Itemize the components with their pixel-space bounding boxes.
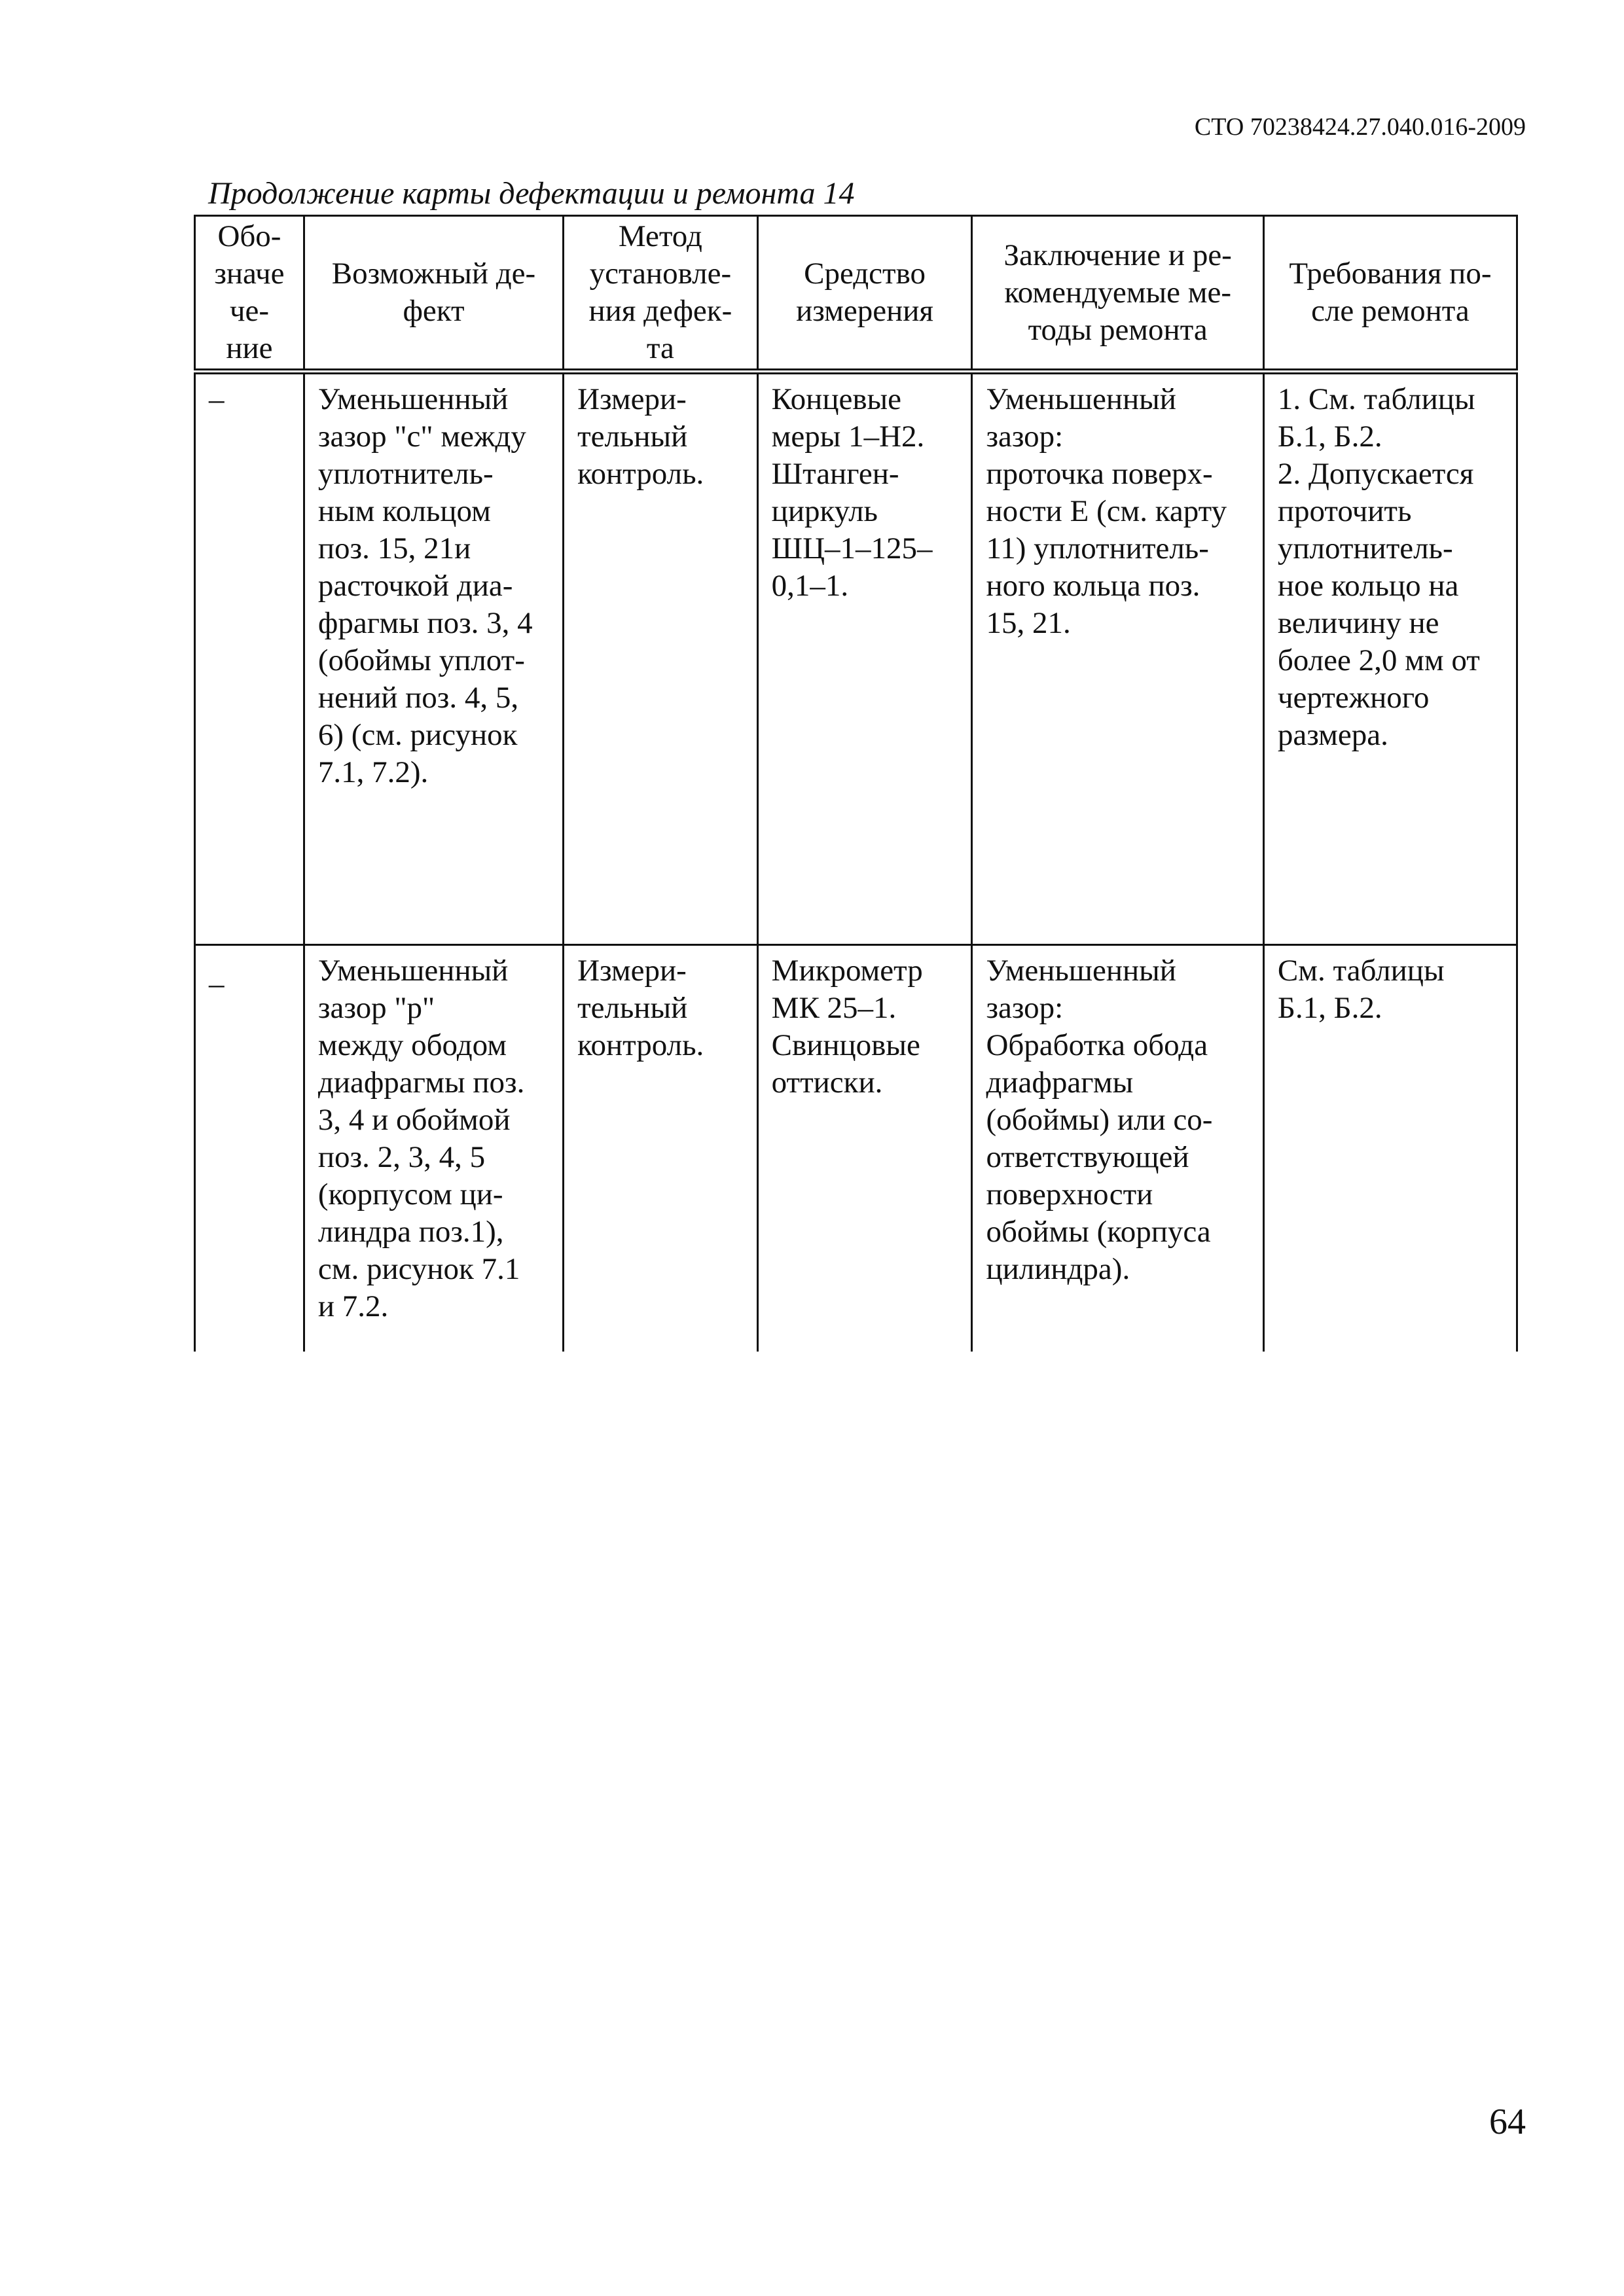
cell-defect: Уменьшенный зазор "р" между ободом диафрагмы поз. 3, 4 и обоймой поз. 2, 3, 4, 5 (корпусом ци- линдра поз.1), см. рисунок 7.1 и 7.2. [304,945,563,1352]
column-header-method: Метод установле- ния дефек- та [564,216,758,372]
cell-method: Измери- тельный контроль. [564,945,758,1352]
cell-requirements: 1. См. таблицы Б.1, Б.2. 2. Допускается проточить уплотнитель- ное кольцо на величину не более 2,0 мм от чертежного размера. [1263,372,1517,945]
defect-table [194,215,1518,1352]
column-header-defect: Возможный де- фект [304,216,563,372]
column-header-designation: Обо- значе че- ние [195,216,304,372]
table-row [195,945,1517,1352]
table-row [195,372,1517,945]
cell-method: Измери- тельный контроль. [564,372,758,945]
column-header-conclusion: Заключение и ре- комендуемые ме- тоды ремонта [972,216,1263,372]
cell-tool: Концевые меры 1–Н2. Штанген- циркуль ШЦ–1–125– 0,1–1. [757,372,972,945]
cell-conclusion: Уменьшенный зазор: проточка поверх- ности Е (см. карту 11) уплотнитель- ного кольца поз. 15, 21. [972,372,1263,945]
cell-tool: Микрометр МК 25–1. Свинцовые оттиски. [757,945,972,1352]
column-header-requirements: Требования по- сле ремонта [1263,216,1517,372]
document-code: СТО 70238424.27.040.016-2009 [1194,113,1526,141]
cell-designation: – [195,945,304,1352]
cell-conclusion: Уменьшенный зазор: Обработка обода диафрагмы (обоймы) или со- ответствующей поверхности обоймы (корпуса цилиндра). [972,945,1263,1352]
table-caption: Продолжение карты дефектации и ремонта 14 [208,176,855,211]
cell-requirements: См. таблицы Б.1, Б.2. [1263,945,1517,1352]
cell-designation: – [195,372,304,945]
page-number: 64 [1489,2102,1526,2142]
column-header-tool: Средство измерения [757,216,972,372]
table-header-row [195,216,1517,372]
cell-defect: Уменьшенный зазор "c" между уплотнитель- ным кольцом поз. 15, 21и расточкой диа- фрагмы поз. 3, 4 (обоймы уплот- нений поз. 4, 5, 6) (см. рисунок 7.1, 7.2). [304,372,563,945]
